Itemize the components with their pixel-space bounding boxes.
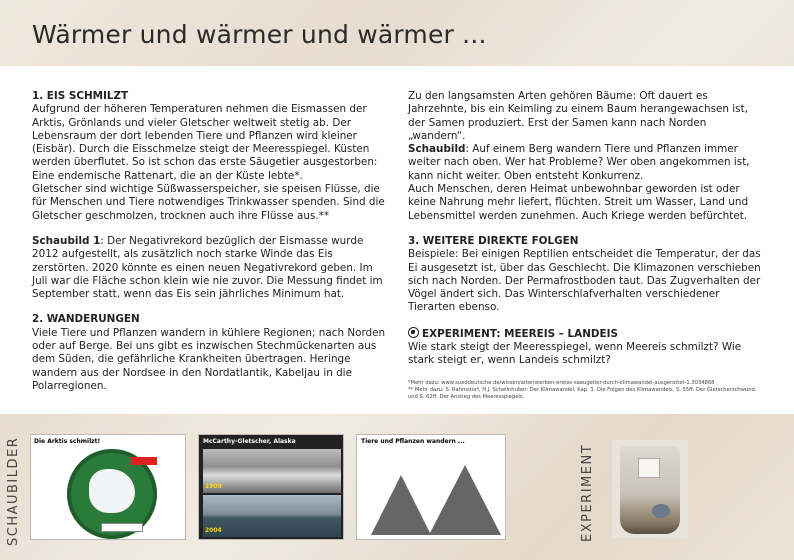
map-label-box: [101, 523, 143, 532]
schaubild-thumbnail-arktis[interactable]: [30, 434, 186, 540]
ice-card: [638, 458, 660, 478]
schaubild-thumbnail-wandern[interactable]: [356, 434, 506, 540]
experiment-heading-text: EXPERIMENT: MEEREIS – LANDEIS: [422, 327, 618, 340]
schaubild-text: : Auf einem Berg wandern Tiere und Pflanzen immer weiter nach oben. Wer hat Probleme? Wer oben angekommen ist, kann nicht weiter. Oben entsteht Konkurrenz.: [408, 143, 750, 182]
thumbnail-title: Die Arktis schmilzt!: [34, 438, 101, 445]
paragraph: Beispiele: Bei einigen Reptilien entscheidet die Temperatur, der das Ei ausgesetzt ist, über das Geschlecht. Die Klimazonen verschieben sich nach Norden. Der Permafrostboden taut. Das Zugverhalten der Vögel ändert sich. Das Winterschlafverhalten verschiedener Tierarten ebenso.: [408, 248, 761, 314]
right-column: [408, 90, 766, 401]
experiment-thumbnail[interactable]: [612, 440, 688, 538]
mountain-drawing-left: [371, 475, 431, 535]
schaubild-label: Schaubild 1: [32, 234, 101, 247]
paragraph: Viele Tiere und Pflanzen wandern in kühlere Regionen; nach Norden oder auf Berge. Bei uns gibt es inzwischen Stechmückenarten aus dem Süden, die gefährliche Krankheiten übertragen. Heringe wandern aus der Nordsee in den Nordatlantik, Kabeljau in die Polarregionen.: [32, 326, 386, 392]
footnotes: [408, 380, 766, 401]
thumbnail-title: Tiere und Pflanzen wandern ...: [361, 438, 465, 445]
globe-icon: [408, 327, 419, 338]
schaubild-text: : Der Negativrekord bezüglich der Eismasse wurde 2012 aufgestellt, als zusätzlich noch starke Winde das Eis zerstörten. 2020 könnte es einen neuen Negativrekord geben. Im Juli war die Fläche schon klein wie nie zuvor. Die Messung findet im September statt, wenn das Eis sein jährliches Minimum hat.: [32, 234, 383, 301]
thumbnail-title: McCarthy-Gletscher, Alaska: [203, 438, 296, 445]
schaubild-label: Schaubild: [408, 143, 466, 156]
paragraph: Aufgrund der höheren Temperaturen nehmen die Eismassen der Arktis, Grönlands und vieler Gletscher weltweit stetig ab. Der Lebensraum der dort lebenden Tiere und Pflanzen wird kleiner (Eisbär). Durch die Eisschmelze steigt der Meeresspiegel. Küsten werden überflutet. So ist schon das erste Säugetier ausgestorben: Eine endemische Rattenart, die an der Küste lebte*.: [32, 103, 378, 182]
mountain-drawing-right: [429, 465, 501, 535]
content-panel: [0, 66, 794, 414]
section-heading-experiment: [408, 327, 766, 341]
sidebar-panel: [35, 455, 63, 535]
paragraph: Auch Menschen, deren Heimat unbewohnbar geworden ist oder keine Nahrung mehr liefert, flüchten. Streit um Wasser, Land und Lebensmittel werden zunehmen. Auch Kriege werden befürchtet.: [408, 183, 749, 222]
glacier-photo-1909: [203, 449, 341, 493]
paragraph-schaubild-1: [32, 235, 390, 301]
schaubilder-label: SCHAUBILDER: [6, 436, 21, 546]
year-label-1909: 1909: [205, 483, 222, 490]
red-highlight: [131, 457, 157, 465]
paragraph: Zu den langsamsten Arten gehören Bäume: Oft dauert es Jahrzehnte, bis ein Keimling zu einem Baum herangewachsen ist, der Samen produziert. Erst der Samen kann nach Norden „wandern“.: [408, 90, 748, 142]
experiment-label: EXPERIMENT: [580, 443, 595, 542]
stone: [652, 504, 670, 518]
ice-shape: [89, 469, 135, 513]
page-title: Wärmer und wärmer und wärmer ...: [32, 20, 487, 49]
paragraph-schaubild: [408, 143, 766, 183]
section-heading-eis-schmilzt: 1. EIS SCHMILZT: [32, 90, 129, 102]
footnote-1: *Mehr dazu: www.sueddeutsche.de/wissen/artensterben-erstes-saeugetier-durch-klimawandel-ausgerottet-1.3034868: [408, 379, 715, 386]
footnote-2: ** Mehr dazu: S. Rahmstorf, H.J. Schellnhuber: Der Klimawandel. Kap. 3. Die Folgen des Klimawandels. S. 55ff. Der Gletscherschwund. und S. 62ff. Der Anstieg des Meeresspiegels.: [408, 386, 757, 400]
year-label-2004: 2004: [205, 527, 222, 534]
paragraph: Wie stark steigt der Meeresspiegel, wenn Meereis schmilzt? Wie stark steigt er, wenn Landeis schmilzt?: [408, 341, 742, 367]
left-column: [32, 90, 390, 405]
schaubild-thumbnail-gletscher[interactable]: [198, 434, 344, 540]
glacier-photo-2004: [203, 495, 341, 537]
section-heading-weitere-folgen: 3. WEITERE DIREKTE FOLGEN: [408, 234, 579, 247]
section-heading-wanderungen: 2. WANDERUNGEN: [32, 313, 140, 326]
paragraph: Gletscher sind wichtige Süßwasserspeicher, sie speisen Flüsse, die für Menschen und Tiere notwendiges Trinkwasser spenden. Sind die Gletscher geschmolzen, trocknen auch ihre Flüsse aus.**: [32, 183, 385, 222]
